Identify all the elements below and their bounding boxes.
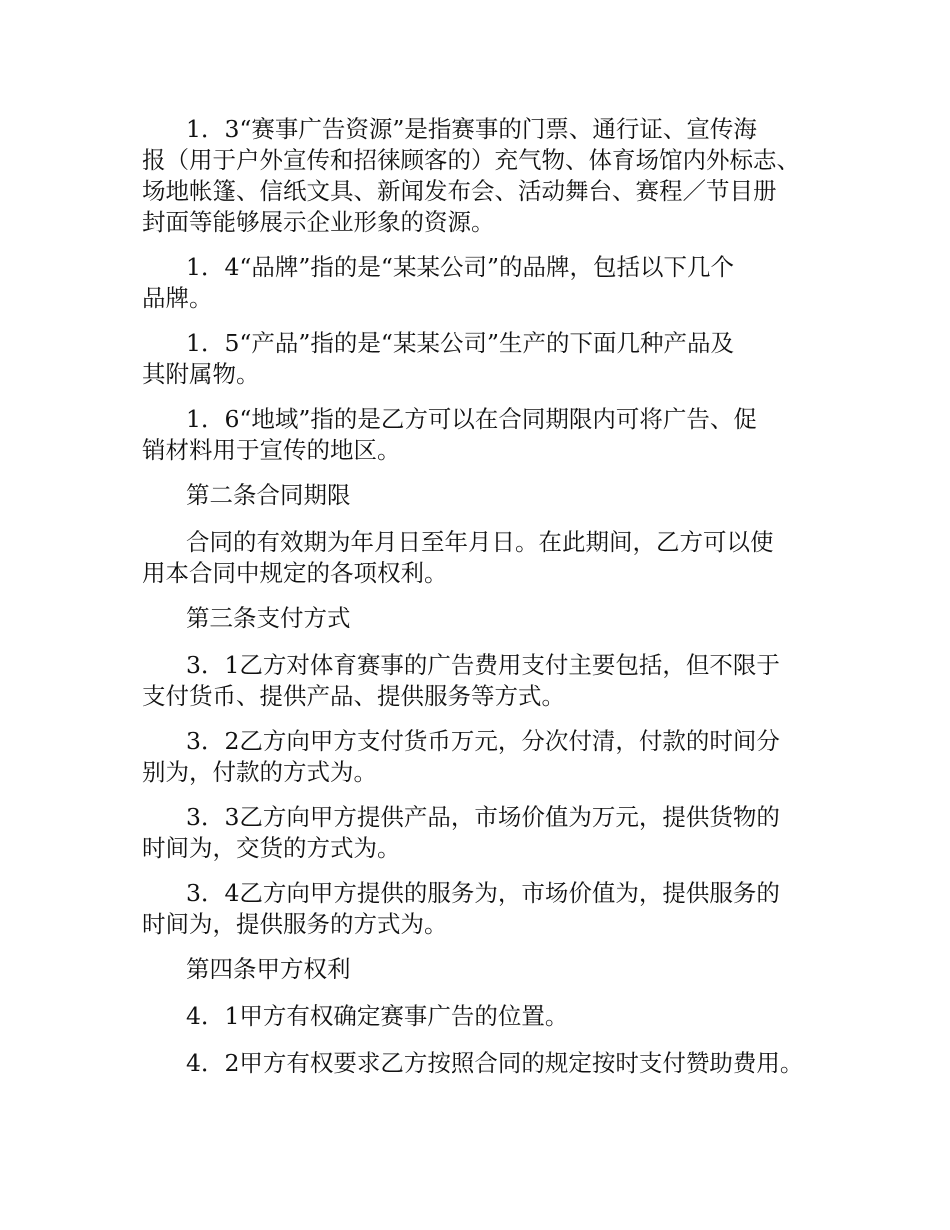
paragraph — [142, 480, 822, 511]
paragraph — [142, 954, 822, 985]
text-line: 第二条合同期限 — [186, 481, 351, 509]
paragraph — [142, 802, 822, 864]
text-line: 销材料用于宣传的地区。 — [142, 436, 401, 464]
text-line: 3．3乙方向甲方提供产品，市场价值为万元，提供货物的 — [186, 803, 780, 831]
text-line: 1．5“产品”指的是“某某公司”生产的下面几种产品及 — [186, 329, 734, 357]
text-line: 封面等能够展示企业形象的资源。 — [142, 208, 495, 236]
paragraph — [142, 603, 822, 634]
text-line: 1．4“品牌”指的是“某某公司”的品牌，包括以下几个 — [186, 253, 734, 281]
text-line: 其附属物。 — [142, 360, 260, 388]
text-line: 3．1乙方对体育赛事的广告费用支付主要包括，但不限于 — [186, 651, 780, 679]
text-line: 3．2乙方向甲方支付货币万元，分次付清，付款的时间分 — [186, 727, 780, 755]
text-line: 支付货币、提供产品、提供服务等方式。 — [142, 682, 565, 710]
text-line: 品牌。 — [142, 284, 213, 312]
paragraph — [142, 1048, 822, 1079]
text-line: 场地帐篷、信纸文具、新闻发布会、活动舞台、赛程／节目册 — [142, 177, 777, 205]
text-line: 1．6“地域”指的是乙方可以在合同期限内可将广告、促 — [186, 405, 757, 433]
text-line: 1．3“赛事广告资源”是指赛事的门票、通行证、宣传海 — [186, 115, 757, 143]
paragraph — [142, 328, 822, 390]
paragraph — [142, 878, 822, 940]
text-line: 第四条甲方权利 — [186, 955, 351, 983]
text-line: 4．2甲方有权要求乙方按照合同的规定按时支付赞助费用。 — [186, 1049, 804, 1077]
paragraph — [142, 527, 822, 589]
text-line: 报（用于户外宣传和招徕顾客的）充气物、体育场馆内外标志、 — [142, 146, 800, 174]
text-line: 时间为，提供服务的方式为。 — [142, 910, 448, 938]
text-line: 别为，付款的方式为。 — [142, 758, 377, 786]
paragraph — [142, 252, 822, 314]
paragraph — [142, 114, 822, 238]
paragraph — [142, 650, 822, 712]
text-line: 3．4乙方向甲方提供的服务为，市场价值为，提供服务的 — [186, 879, 780, 907]
text-line: 第三条支付方式 — [186, 604, 351, 632]
text-line: 合同的有效期为年月日至年月日。在此期间，乙方可以使 — [186, 528, 774, 556]
paragraph — [142, 726, 822, 788]
text-line: 4．1甲方有权确定赛事广告的位置。 — [186, 1002, 569, 1030]
paragraph — [142, 1001, 822, 1032]
paragraph — [142, 404, 822, 466]
text-line: 用本合同中规定的各项权利。 — [142, 559, 448, 587]
text-line: 时间为，交货的方式为。 — [142, 834, 401, 862]
